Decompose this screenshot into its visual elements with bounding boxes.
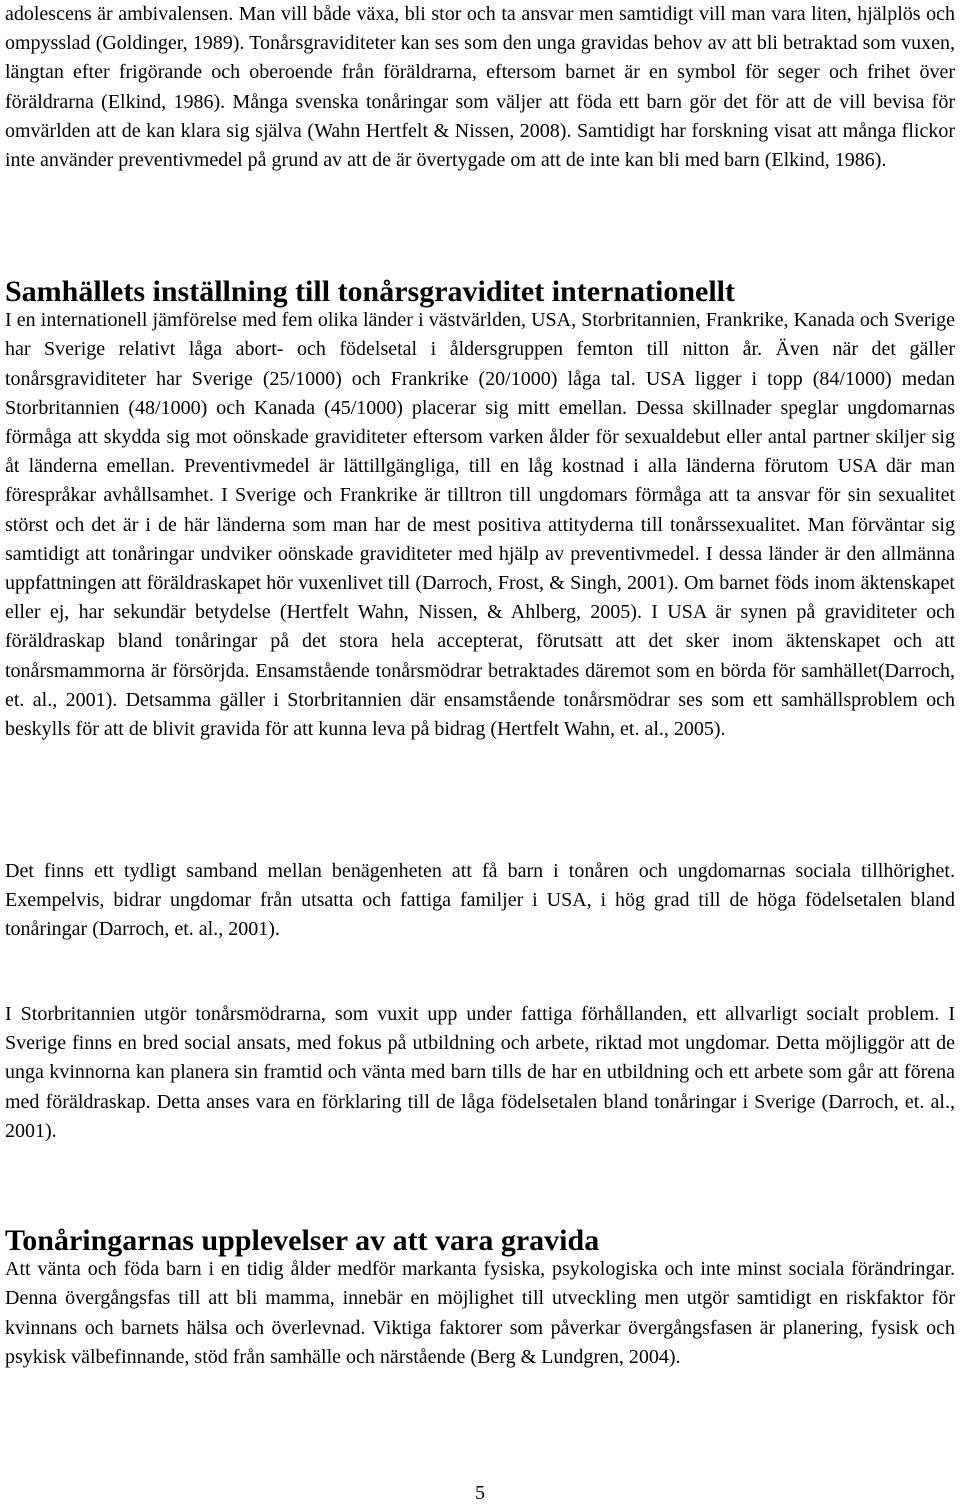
section-international [5,277,955,744]
social-class-block [5,857,955,945]
section-heading-international: Samhällets inställning till tonårsgraviditet internationellt [5,275,736,308]
page-number: 5 [475,1482,485,1504]
paragraph-experiences: Att vänta och föda barn i en tidig ålder medför markanta fysiska, psykologiska och inte minst sociala förändringar. Denna övergångsfas till att bli mamma, innebär en möjlighet till utveckling men utgör samtidigt en riskfaktor för kvinnans och barnets hälsa och överlevnad. Viktiga faktorer som påverkar övergångsfasen är planering, fysisk och psykisk välbefinnande, stöd från samhälle och närstående (Berg & Lundgren, 2004). [5,1258,955,1368]
section-experiences [5,1226,955,1372]
intro-block [5,0,955,175]
section-heading-experiences: Tonåringarnas upplevelser av att vara gravida [5,1224,600,1257]
paragraph-adolescence: adolescens är ambivalensen. Man vill både växa, bli stor och ta ansvar men samtidigt vill man vara liten, hjälplös och ompysslad (Goldinger, 1989). Tonårsgraviditeter kan ses som den unga gravidas behov av att bli betraktad som vuxen, längtan efter frigörande och oberoende från föräldrarna, eftersom barnet är en symbol för seger och frihet över föräldrarna (Elkind, 1986). Många svenska tonåringar som väljer att föda ett barn gör det för att de vill bevisa för omvärlden att de kan klara sig själva (Wahn Hertfelt & Nissen, 2008). Samtidigt har forskning visat att många flickor inte använder preventivmedel på grund av att de är övertygade om att de inte kan bli med barn (Elkind, 1986). [5,3,955,172]
paragraph-social-class: Det finns ett tydligt samband mellan benägenheten att få barn i tonåren och ungdomarnas sociala tillhörighet. Exempelvis, bidrar ungdomar från utsatta och fattiga familjer i USA, i hög grad till de höga födelsetalen bland tonåringar (Darroch, et. al., 2001). [5,860,955,941]
uk-sweden-block [5,1000,955,1146]
paragraph-uk-sweden: I Storbritannien utgör tonårsmödrarna, som vuxit upp under fattiga förhållanden, ett allvarligt socialt problem. I Sverige finns en bred social ansats, med fokus på utbildning och arbete, riktad mot ungdomar. Detta möjliggör att de unga kvinnorna kan planera sin framtid och vänta med barn tills de har en utbildning och ett arbete som går att förena med föräldraskap. Detta anses vara en förklaring till de låga födelsetalen bland tonåringar i Sverige (Darroch, et. al., 2001). [5,1003,955,1142]
paragraph-international-comparison: I en internationell jämförelse med fem olika länder i västvärlden, USA, Storbritannien, Frankrike, Kanada och Sverige har Sverige relativt låga abort- och födelsetal i åldersgruppen femton till nitton år. Även när det gäller tonårsgraviditeter har Sverige (25/1000) och Frankrike (20/1000) låga tal. USA ligger i topp (84/1000) medan Storbritannien (48/1000) och Kanada (45/1000) placerar sig mitt emellan. Dessa skillnader speglar ungdomarnas förmåga att skydda sig mot oönskade graviditeter eftersom varken ålder för sexualdebut eller antal partner skiljer sig åt länderna emellan. Preventivmedel är lättillgängliga, till en låg kostnad i alla länderna förutom USA där man förespråkar avhållsamhet. I Sverige och Frankrike är tilltron till ungdomars förmåga att ta ansvar för sin sexualitet störst och det är i de här länderna som man har de mest positiva attityderna till tonårssexualitet. Man förväntar sig samtidigt att tonåringar undviker oönskade graviditeter med hjälp av preventivmedel. I dessa länder är den allmänna uppfattningen att föräldraskapet hör vuxenlivet till (Darroch, Frost, & Singh, 2001). Om barnet föds inom äktenskapet eller ej, har sekundär betydelse (Hertfelt Wahn, Nissen, & Ahlberg, 2005). I USA är synen på graviditeter och föräldraskap bland tonåringar på det stora hela accepterat, förutsatt att det sker inom äktenskapet och att tonårsmammorna är försörjda. Ensamstående tonårsmödrar betraktades däremot som en börda för samhället(Darroch, et. al., 2001). Detsamma gäller i Storbritannien där ensamstående tonårsmödrar ses som ett samhällsproblem och beskylls för att de blivit gravida för att kunna leva på bidrag (Hertfelt Wahn, et. al., 2005). [5,309,955,741]
